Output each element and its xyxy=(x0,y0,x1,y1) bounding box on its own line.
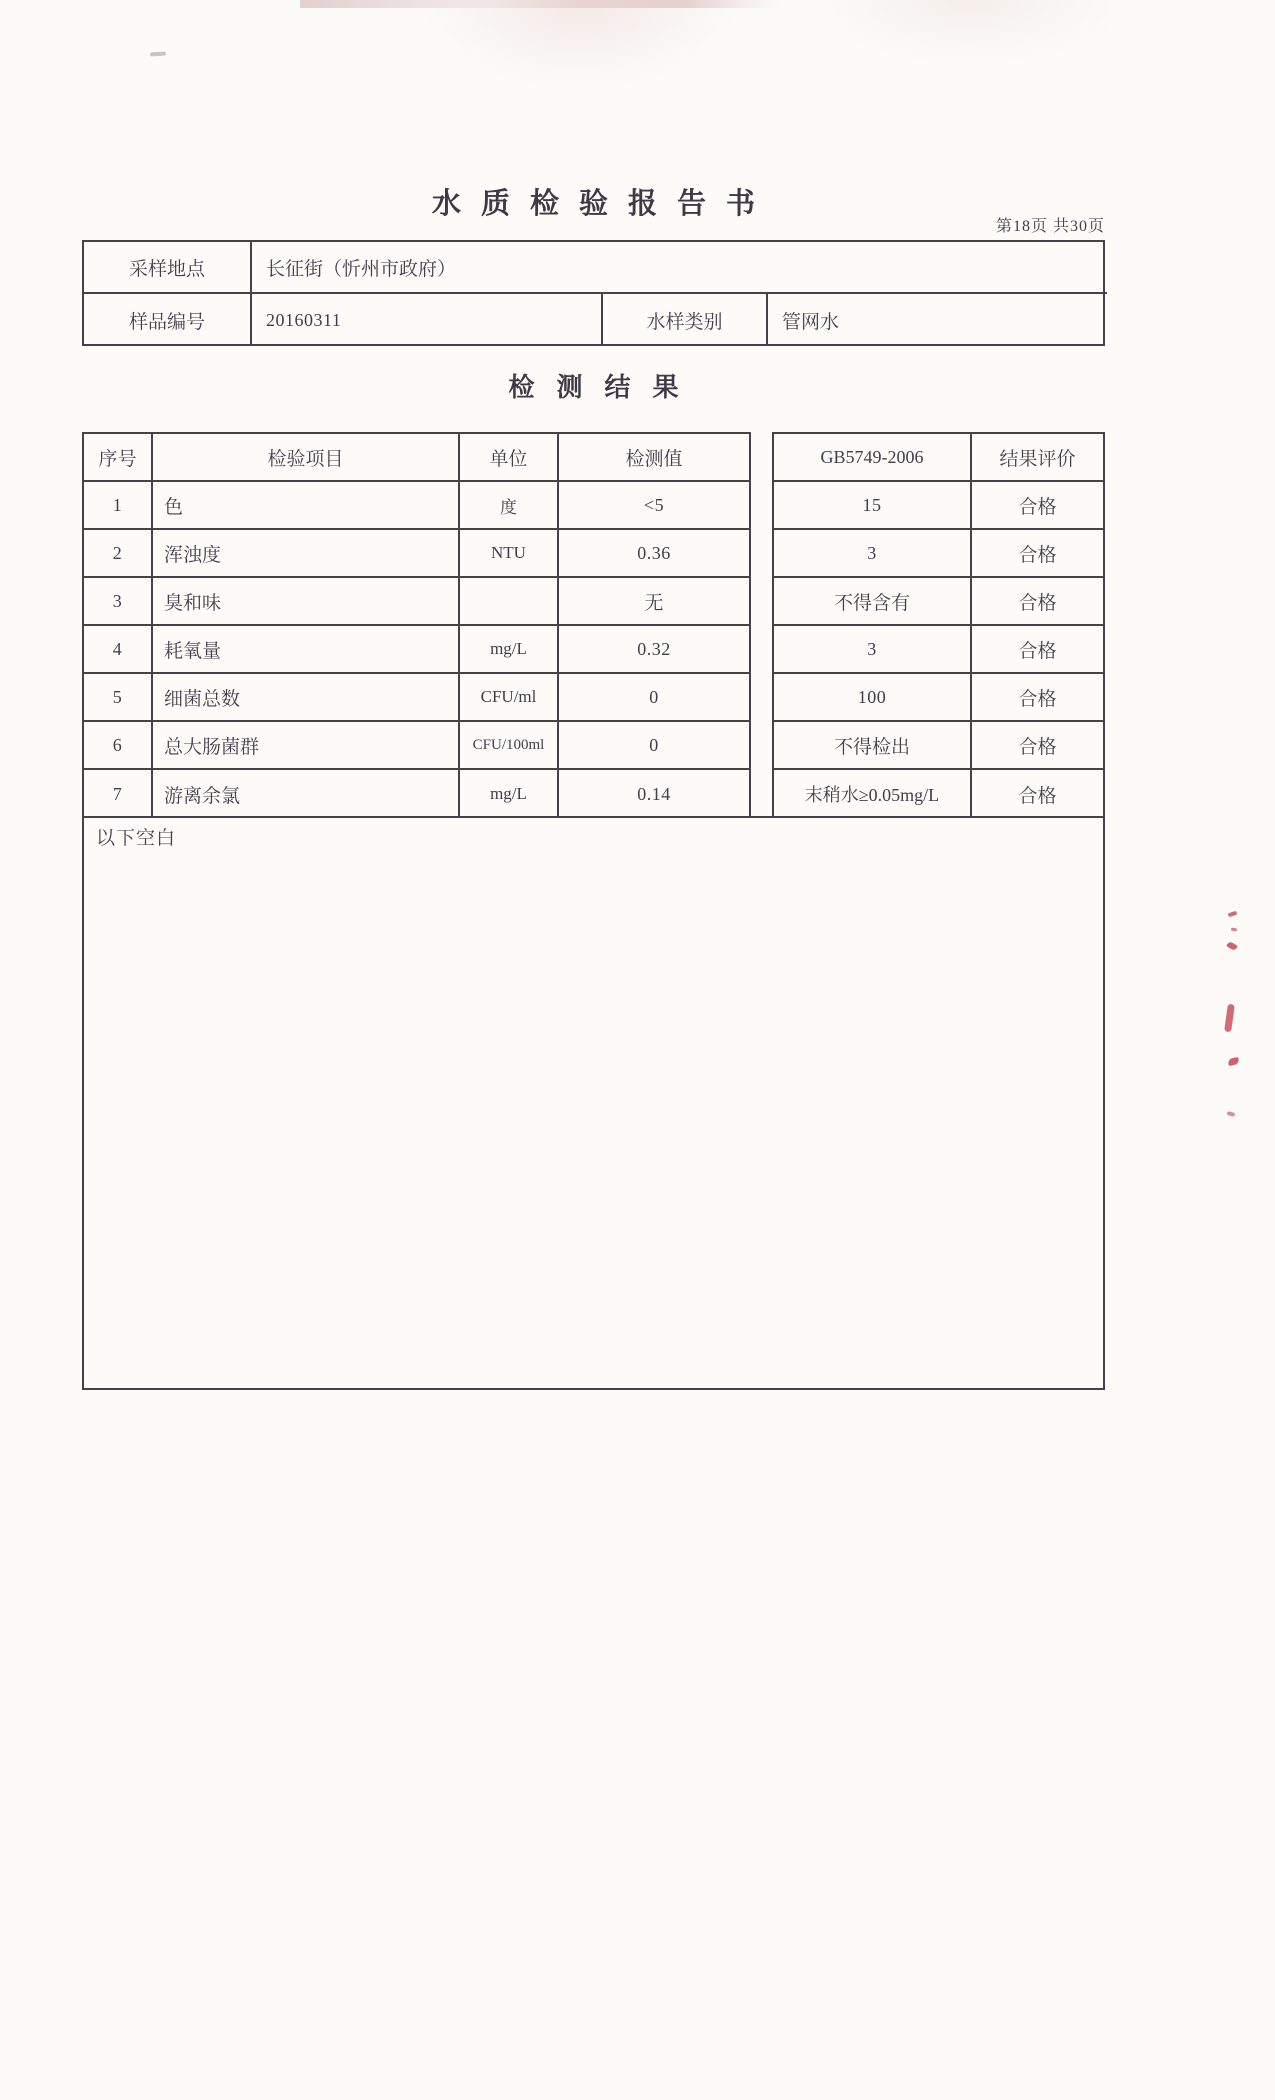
row-value: 0 xyxy=(559,674,749,722)
red-pen-mark xyxy=(1231,928,1237,932)
row-value: 0 xyxy=(559,722,749,770)
sampling-location-value: 长征街（忻州市政府） xyxy=(252,242,1107,294)
row-unit: mg/L xyxy=(460,626,559,674)
row-unit: CFU/ml xyxy=(460,674,559,722)
section-heading: 检测结果 xyxy=(508,373,701,402)
sample-info-table xyxy=(82,240,1105,346)
row-item: 浑浊度 xyxy=(153,530,460,578)
red-pen-mark xyxy=(1224,1004,1235,1033)
row-standard: 3 xyxy=(774,530,972,578)
row-evaluation: 合格 xyxy=(972,674,1103,722)
pencil-mark xyxy=(150,51,166,56)
row-item: 游离余氯 xyxy=(153,770,460,818)
row-evaluation: 合格 xyxy=(972,626,1103,674)
red-pen-mark xyxy=(1227,1111,1236,1117)
scan-smudge xyxy=(420,0,740,90)
row-evaluation: 合格 xyxy=(972,482,1103,530)
header-value: 检测值 xyxy=(559,434,749,482)
row-value: 无 xyxy=(559,578,749,626)
water-type-value: 管网水 xyxy=(782,311,840,333)
row-standard: 不得含有 xyxy=(774,578,972,626)
row-unit: NTU xyxy=(460,530,559,578)
row-value: 0.14 xyxy=(637,783,671,804)
row-value: 0.36 xyxy=(559,530,749,578)
row-standard: 3 xyxy=(774,626,972,674)
page-number-info: 第18页 共30页 xyxy=(995,218,1105,235)
header-unit: 单位 xyxy=(460,434,559,482)
row-standard: 末稍水≥0.05mg/L xyxy=(774,770,972,818)
row-standard: 100 xyxy=(774,674,972,722)
row-unit: mg/L xyxy=(460,770,559,818)
row-standard: 15 xyxy=(774,482,972,530)
header-item: 检验项目 xyxy=(153,434,460,482)
row-index: 5 xyxy=(84,674,153,722)
red-pen-mark xyxy=(1228,911,1238,918)
blank-area-box xyxy=(82,816,1105,1390)
row-index: 4 xyxy=(84,626,153,674)
scan-smudge xyxy=(820,0,1120,60)
header-standard: GB5749-2006 xyxy=(774,434,972,482)
row-item: 臭和味 xyxy=(153,578,460,626)
row-evaluation: 合格 xyxy=(972,530,1103,578)
row-standard: 不得检出 xyxy=(774,722,972,770)
results-table-main xyxy=(82,432,751,816)
row-evaluation: 合格 xyxy=(972,722,1103,770)
scan-edge-streak xyxy=(300,0,780,8)
sample-number-label: 样品编号 xyxy=(84,294,252,346)
row-item: 总大肠菌群 xyxy=(153,722,460,770)
blank-note: 以下空白 xyxy=(96,828,177,849)
row-unit xyxy=(460,578,559,626)
row-index: 2 xyxy=(84,530,153,578)
row-unit: CFU/100ml xyxy=(460,722,559,770)
row-item: 耗氧量 xyxy=(153,626,460,674)
row-unit: 度 xyxy=(460,482,559,530)
sampling-location-label: 采样地点 xyxy=(84,242,252,294)
red-pen-mark xyxy=(1227,1057,1239,1066)
header-evaluation: 结果评价 xyxy=(972,434,1103,482)
row-item: 色 xyxy=(153,482,460,530)
sample-number-value: 20160311 xyxy=(252,294,603,346)
row-index: 3 xyxy=(84,578,153,626)
red-pen-mark xyxy=(1226,941,1238,951)
water-type-label: 水样类别 xyxy=(603,294,768,346)
row-value: <5 xyxy=(559,482,749,530)
row-index: 7 xyxy=(84,770,153,818)
row-evaluation: 合格 xyxy=(972,578,1103,626)
row-index: 6 xyxy=(84,722,153,770)
row-index: 1 xyxy=(84,482,153,530)
header-index: 序号 xyxy=(84,434,153,482)
row-value: 0.32 xyxy=(559,626,749,674)
document-title: 水质检验报告书 xyxy=(431,188,775,220)
row-item: 细菌总数 xyxy=(153,674,460,722)
results-table-standard xyxy=(772,432,1105,816)
row-evaluation: 合格 xyxy=(1018,785,1057,807)
